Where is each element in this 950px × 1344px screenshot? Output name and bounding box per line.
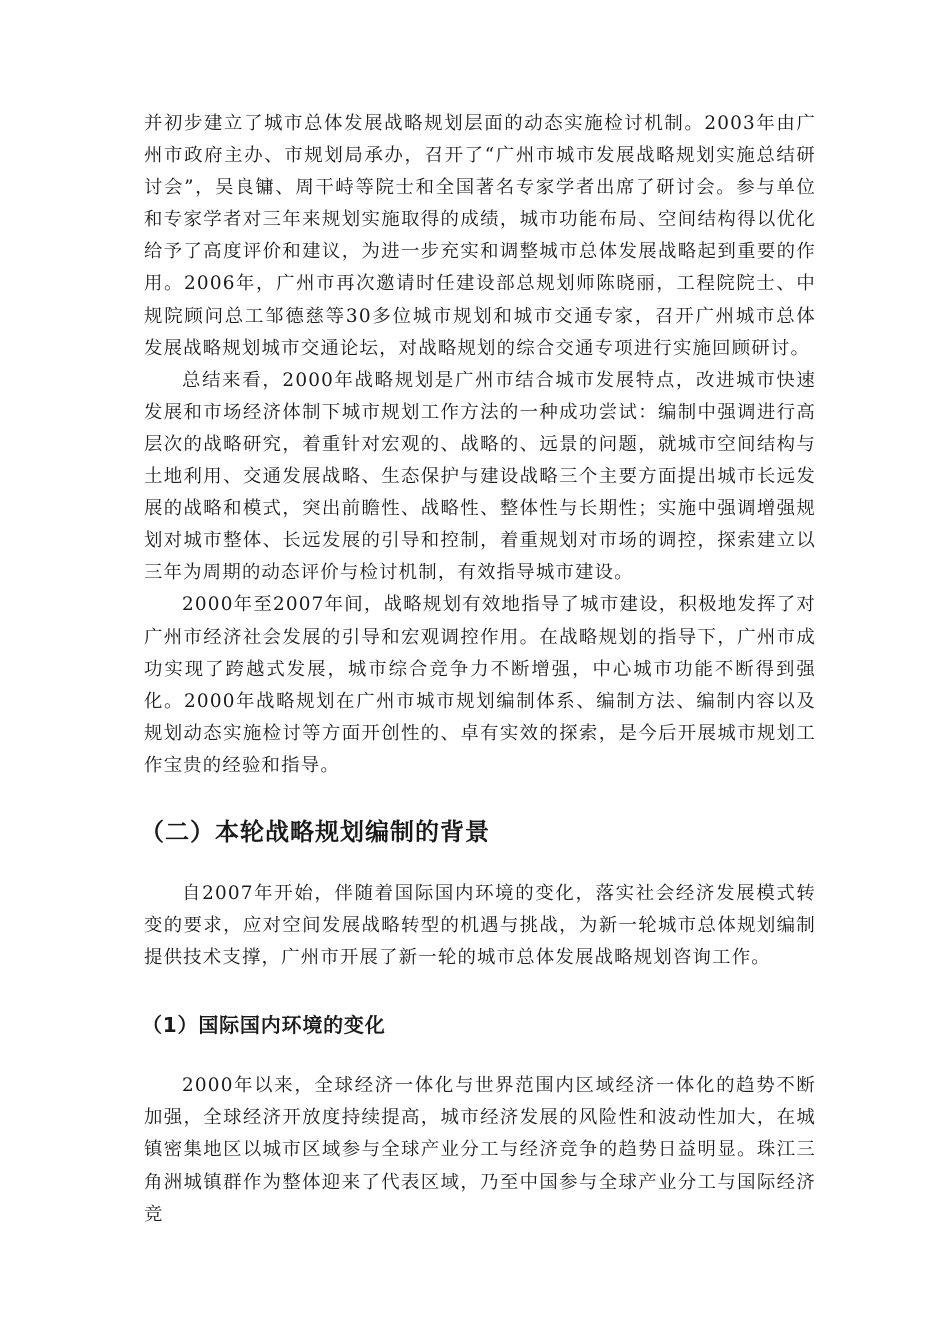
section-heading: （二）本轮战略规划编制的背景	[140, 817, 490, 846]
subsection-heading: （1）国际国内环境的变化	[142, 1013, 386, 1038]
body-paragraph: 2000年以来，全球经济一体化与世界范围内区域经济一体化的趋势不断加强，全球经济开放度持续提高，城市经济发展的风险性和波动性加大，在城镇密集地区以城市区域参与全球产业分工与经济竞争的趋势日益明显。珠江三角洲城镇群作为整体迎来了代表区域，乃至中国参与全球产业分工与国际经济竞	[144, 1075, 816, 1225]
body-paragraph: 总结来看，2000年战略规划是广州市结合城市发展特点，改进城市快速发展和市场经济体制下城市规划工作方法的一种成功尝试：编制中强调进行高层次的战略研究，着重针对宏观的、战略的、远景的问题，就城市空间结构与土地利用、交通发展战略、生态保护与建设战略三个主要方面提出城市长远发展的战略和模式，突出前瞻性、战略性、整体性与长期性；实施中强调增强规划对城市整体、长远发展的引导和控制，着重规划对市场的调控，探索建立以三年为周期的动态评价与检讨机制，有效指导城市建设。	[144, 369, 816, 584]
document-page	[140, 108, 816, 1231]
body-paragraph: 自2007年开始，伴随着国际国内环境的变化，落实社会经济发展模式转变的要求，应对空间发展战略转型的机遇与挑战，为新一轮城市总体规划编制提供技术支撑，广州市开展了新一轮的城市总体发展战略规划咨询工作。	[144, 882, 816, 969]
body-paragraph: 2000年至2007年间，战略规划有效地指导了城市建设，积极地发挥了对广州市经济社会发展的引导和宏观调控作用。在战略规划的指导下，广州市成功实现了跨越式发展，城市综合竞争力不断增强，中心城市功能不断得到强化。2000年战略规划在广州市城市规划编制体系、编制方法、编制内容以及规划动态实施检讨等方面开创性的、卓有实效的探索，是今后开展城市规划工作宝贵的经验和指导。	[144, 594, 816, 776]
body-paragraph: 并初步建立了城市总体发展战略规划层面的动态实施检讨机制。2003年由广州市政府主办、市规划局承办，召开了“广州市城市发展战略规划实施总结研讨会”，吴良镛、周干峙等院士和全国著名专家学者出席了研讨会。参与单位和专家学者对三年来规划实施取得的成绩，城市功能布局、空间结构得以优化给予了高度评价和建议，为进一步充实和调整城市总体发展战略起到重要的作用。2006年，广州市再次邀请时任建设部总规划师陈晓丽，工程院院士、中规院顾问总工邹德慈等30多位城市规划和城市交通专家，召开广州城市总体发展战略规划城市交通论坛，对战略规划的综合交通专项进行实施回顾研讨。	[144, 113, 816, 359]
